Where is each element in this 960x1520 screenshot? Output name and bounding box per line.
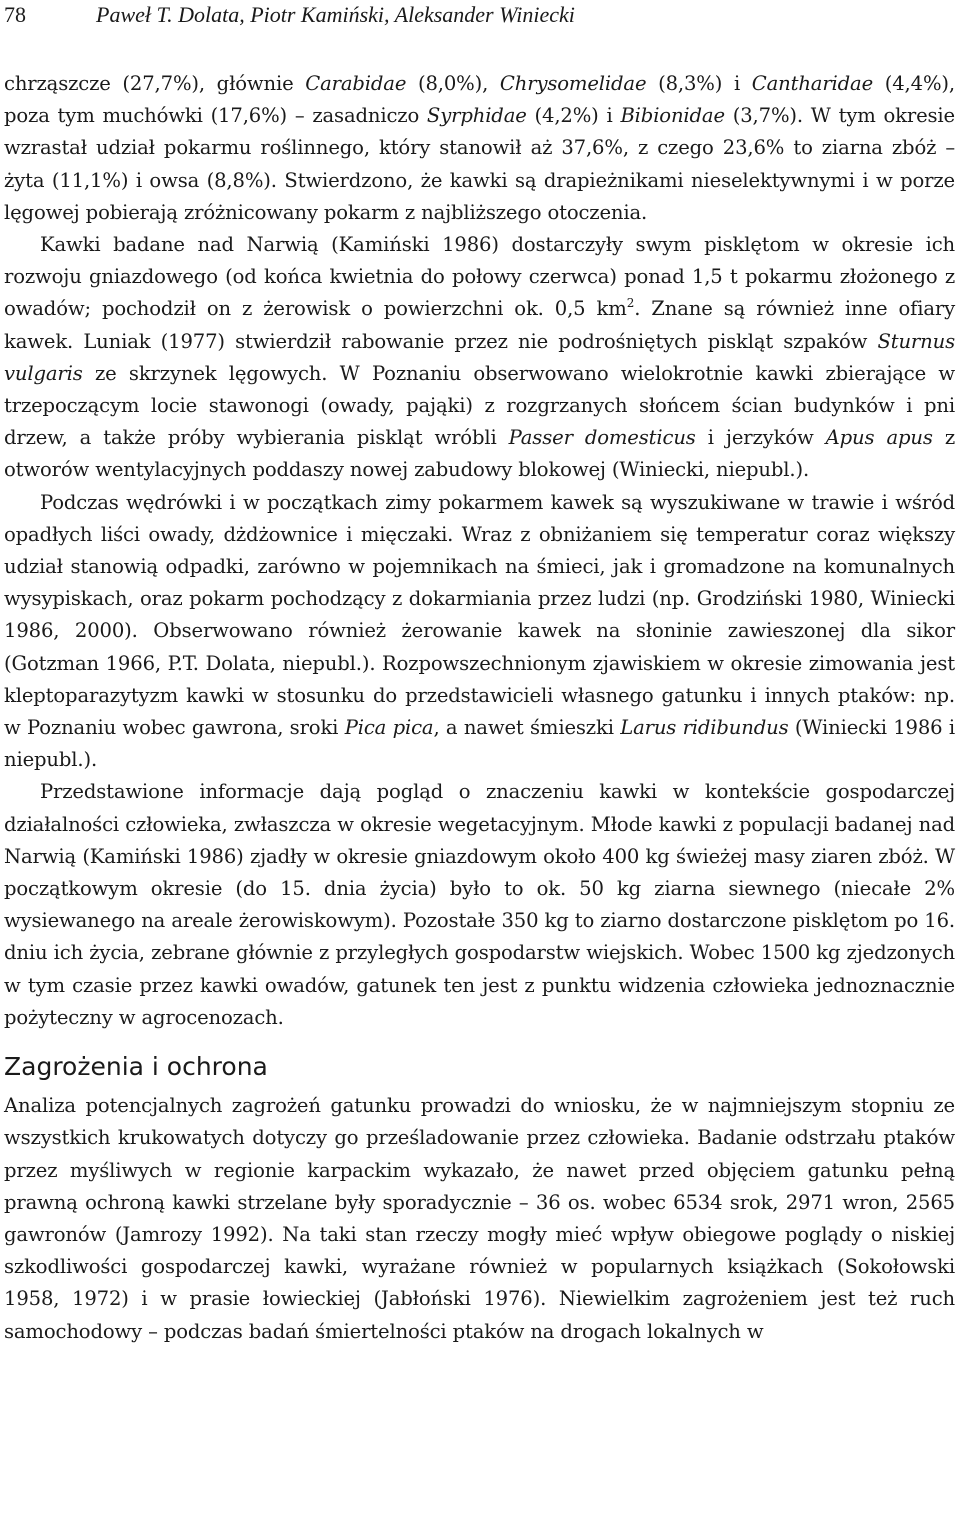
- section-heading: Zagrożenia i ochrona: [4, 1052, 268, 1082]
- paragraph-winter-diet: Podczas wędrówki i w początkach zimy pokarmem kawek są wyszukiwane w trawie i wśród opadłych liści owady, dżdżownice i mięczaki. Wraz z obniżaniem się temperatur coraz większy udział stanowią odpadki, zarówno w pojemnikach na śmieci, jak i gromadzone na komunalnych wysypiskach, oraz pokarm pochodzący z dokarmiania przez ludzi (np. Grodziński 1980, Winiecki 1986, 2000). Obserwowano również żerowanie kawek na słoninie zawieszonej dla sikor (Gotzman 1966, P.T. Dolata, niepubl.). Rozpowszechnionym zjawiskiem w okresie zimowania jest kleptoparazytyzm kawki w stosunku do przedstawicieli własnego gatunku i innych ptaków: np. w Poznaniu wobec gawrona, sroki Pica pica, a nawet śmieszki Larus ridibundus (Winiecki 1986 i niepubl.).: [4, 490, 955, 772]
- taxon-name: Chrysomelidae: [499, 72, 647, 95]
- superscript: 2: [626, 296, 635, 311]
- taxon-name: Passer domesticus: [508, 426, 696, 450]
- paragraph-diet-insects: chrząszcze (27,7%), głównie Carabidae (8,0%), Chrysomelidae (8,3%) i Cantharidae (4,4%), poza tym muchówki (17,6%) – zasadniczo Syrphidae (4,2%) i Bibionidae (3,7%). W tym okresie wzrastał udział pokarmu roślinnego, który stanowił aż 37,6%, z czego 23,6% to ziarna zbóż – żyta (11,1%) i owsa (8,8%). Stwierdzono, że kawki są drapieżnikami nieselektywnymi i w porze lęgowej pobierają zróżnicowany pokarm z najbliższego otoczenia.: [4, 72, 955, 224]
- taxon-name: Sturnus vulgaris: [4, 329, 955, 385]
- taxon-name: Carabidae: [305, 72, 407, 95]
- taxon-name: Cantharidae: [751, 72, 874, 95]
- taxon-name: Syrphidae: [426, 104, 527, 128]
- paragraph-economic-role: Przedstawione informacje dają pogląd o znaczeniu kawki w kontekście gospodarczej działalności człowieka, zwłaszcza w okresie wegetacyjnym. Młode kawki z populacji badanej nad Narwią (Kamiński 1986) zjadły w okresie gniazdowym około 400 kg świeżej masy ziaren zbóż. W początkowym okresie (do 15. dnia życia) było to ok. 50 kg ziarna siewnego (niecałe 2% wysiewanego na areale żerowiskowym). Pozostałe 350 kg to ziarno dostarczone pisklętom po 16. dniu ich życia, zebrane głównie z przyległych gospodarstw wiejskich. Wobec 1500 kg zjedzonych w tym czasie przez kawki owadów, gatunek ten jest z punktu widzenia człowieka jednoznacznie pożyteczny w agrocenozach.: [4, 780, 955, 1029]
- article-body: [4, 68, 955, 1348]
- taxon-name: Pica pica: [344, 716, 434, 740]
- taxon-name: Apus apus: [825, 426, 933, 450]
- running-header: [4, 0, 575, 30]
- header-authors: Paweł T. Dolata, Piotr Kamiński, Aleksander Winiecki: [96, 2, 575, 27]
- paragraph-narew-study: Kawki badane nad Narwią (Kamiński 1986) dostarczyły swym pisklętom w okresie ich rozwoju gniazdowego (od końca kwietnia do połowy czerwca) ponad 1,5 t pokarmu złożonego z owadów; pochodził on z żerowisk o powierzchni ok. 0,5 $km^2$. Znane są również inne ofiary kawek. Luniak (1977) stwierdził rabowanie przez nie podrośniętych piskląt szpaków Sturnus vulgaris ze skrzynek lęgowych. W Poznaniu obserwowano wielokrotnie kawki zbierające w trzepoczącym locie stawonogi (owady, pająki) z rozgrzanych słońcem ścian budynków i pni drzew, a także próby wybierania piskląt wróbli Passer domesticus i jerzyków Apus apus z otworów wentylacyjnych poddaszy nowej zabudowy blokowej (Winiecki, niepubl.).: [4, 233, 955, 482]
- taxon-name: Larus ridibundus: [620, 716, 789, 740]
- page-number: 78: [4, 2, 26, 27]
- paragraph-threats: Analiza potencjalnych zagrożeń gatunku prowadzi do wniosku, że w najmniejszym stopniu ze wszystkich krukowatych dotyczy go prześladowanie przez człowieka. Badanie odstrzału ptaków przez myśliwych w regionie karpackim wykazało, że nawet przed objęciem gatunku pełną prawną ochroną kawki strzelane były sporadycznie – 36 os. wobec 6534 srok, 2971 wron, 2565 gawronów (Jamrozy 1992). Na taki stan rzeczy mogły mieć wpływ obiegowe poglądy o niskiej szkodliwości gospodarczej kawki, wyrażane również w popularnych książkach (Sokołowski 1958, 1972) i w prasie łowieckiej (Jabłoński 1976). Niewielkim zagrożeniem jest też ruch samochodowy – podczas badań śmiertelności ptaków na drogach lokalnych w: [4, 1094, 955, 1343]
- taxon-name: Bibionidae: [620, 104, 725, 128]
